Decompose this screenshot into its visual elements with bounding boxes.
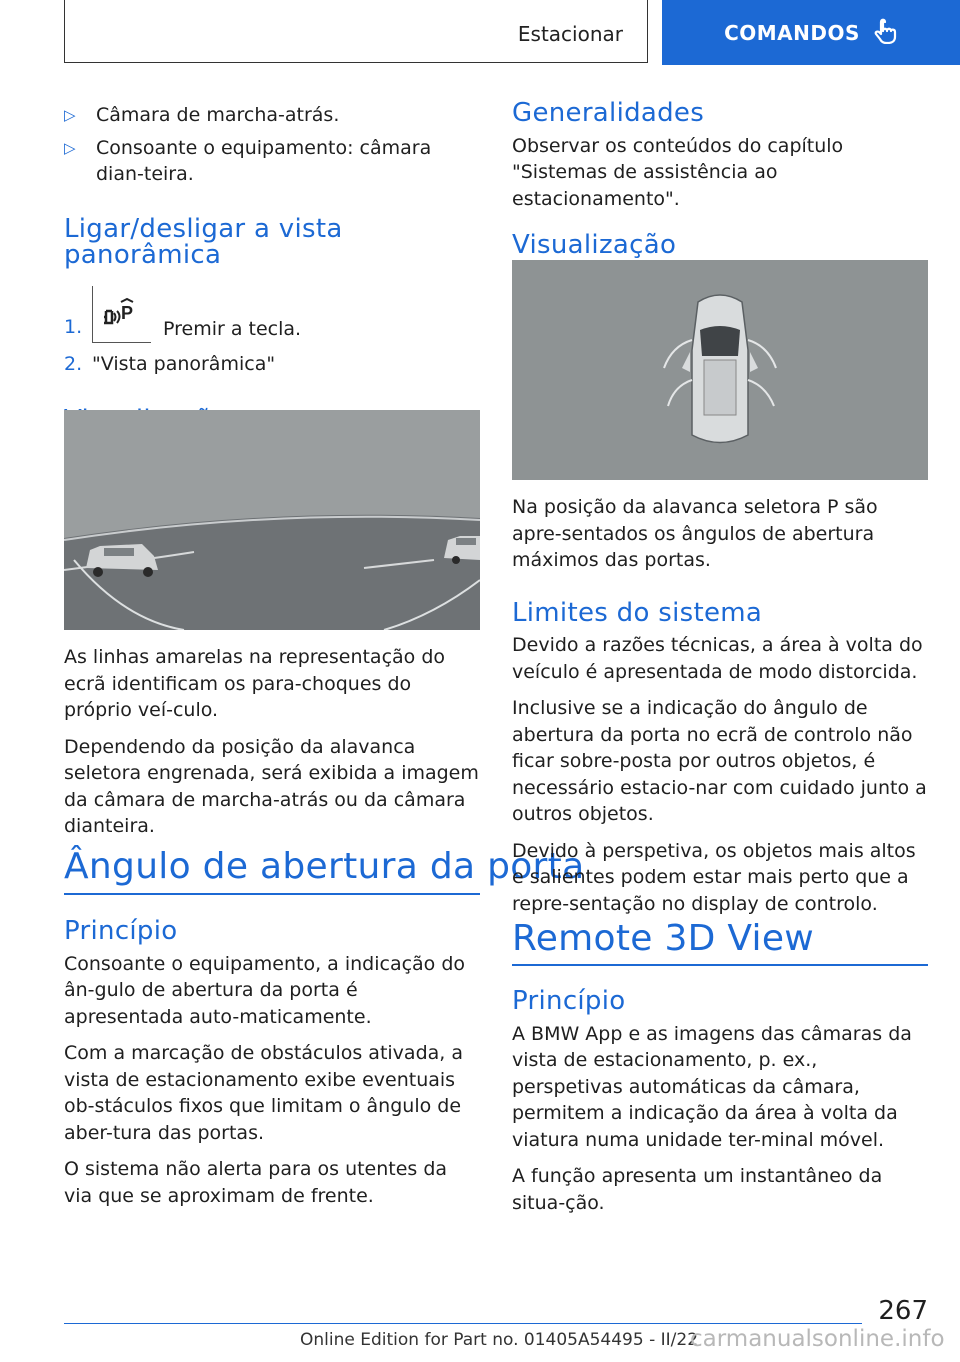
step-item	[64, 351, 480, 378]
right-column	[512, 100, 928, 259]
paragraph: Na posição da alavanca seletora P são apre-sentados os ângulos de abertura máximos das portas.	[512, 496, 878, 571]
header-section-title: Estacionar	[517, 22, 623, 46]
chapter-rule	[64, 893, 480, 895]
bullet-text: Consoante o equipamento: câmara dian-teira.	[96, 136, 432, 185]
paragraph: Devido à perspetiva, os objetos mais altos e salientes podem estar mais perto que a repre-sentação no display de controlo.	[512, 839, 916, 915]
page-number: 267	[878, 1296, 928, 1326]
step-text: "Vista panorâmica"	[92, 352, 276, 375]
header-chapter-label: COMANDOS	[724, 20, 860, 45]
svg-text:P: P	[121, 303, 134, 323]
left-column-body	[64, 644, 480, 850]
step-number: 2.	[64, 352, 83, 375]
right-principle-block	[512, 988, 928, 1226]
chapter-title: Remote 3D View	[512, 918, 815, 959]
park-assist-button-icon	[92, 286, 151, 343]
watermark-text: carmanualsonline.info	[690, 1326, 945, 1352]
paragraph: As linhas amarelas na representação do ecrã identificam os para-choques do próprio veí-culo.	[64, 646, 446, 721]
chapter-title: Ângulo de abertura da porta	[64, 846, 585, 887]
footer-edition: Online Edition for Part no. 01405A54495 - II/22	[300, 1330, 699, 1350]
left-column	[64, 102, 480, 434]
list-item	[64, 102, 480, 129]
pointing-hand-icon	[874, 18, 898, 48]
paragraph: Dependendo da posição da alavanca seletora engrenada, será exibida a imagem da câmara de marcha-atrás ou da câmara dianteira.	[64, 735, 479, 837]
door-angle-image	[512, 260, 928, 480]
right-column-body	[512, 494, 928, 927]
section-title: Princípio	[64, 916, 178, 946]
paragraph: O sistema não alerta para os utentes da via que se aproximam de frente.	[64, 1158, 448, 1207]
paragraph: Observar os conteúdos do capítulo "Sistemas de assistência ao estacionamento".	[512, 134, 844, 210]
step-text: Premir a tecla.	[163, 318, 302, 340]
step-number: 1.	[64, 316, 83, 338]
header-chapter-tab[interactable]	[662, 0, 960, 65]
paragraph: Consoante o equipamento, a indicação do ân-gulo de abertura da porta é apresentada auto-maticamente.	[64, 952, 466, 1028]
paragraph: Com a marcação de obstáculos ativada, a vista de estacionamento exibe eventuais ob-stáculos fixos que limitam o ângulo de aber-tura das portas.	[64, 1042, 463, 1144]
triangle-bullet-icon: ▷	[64, 138, 76, 157]
chapter-rule	[512, 964, 928, 966]
section-title: Princípio	[512, 986, 626, 1016]
bullet-text: Câmara de marcha-atrás.	[96, 104, 340, 126]
paragraph: A BMW App e as imagens das câmaras da vista de estacionamento, p. ex., perspetivas automáticas da câmara, permitem a indicação da área à volta da viatura numa unidade ter-minal móvel.	[512, 1022, 912, 1151]
step-item	[64, 287, 480, 343]
paragraph: Devido a razões técnicas, a área à volta do veículo é apresentada de modo distorcida.	[512, 634, 923, 683]
footer-rule	[64, 1323, 862, 1324]
list-item	[64, 135, 480, 188]
section-title: Generalidades	[512, 98, 705, 128]
left-principle-block	[64, 918, 480, 1219]
section-title: Visualização	[512, 230, 677, 260]
paragraph: Inclusive se a indicação do ângulo de abertura da porta no ecrã de controlo não ficar sobre-posta por outros objetos, é necessário estacio-nar com cuidado junto a outros objetos.	[512, 697, 927, 825]
panoramic-camera-image	[64, 410, 480, 630]
section-title: Limites do sistema	[512, 597, 763, 628]
header-section-box	[64, 0, 648, 63]
section-title: Ligar/desligar a vista panorâmica	[64, 213, 343, 270]
paragraph: A função apresenta um instantâneo da situa-ção.	[512, 1165, 883, 1214]
triangle-bullet-icon: ▷	[64, 106, 76, 124]
